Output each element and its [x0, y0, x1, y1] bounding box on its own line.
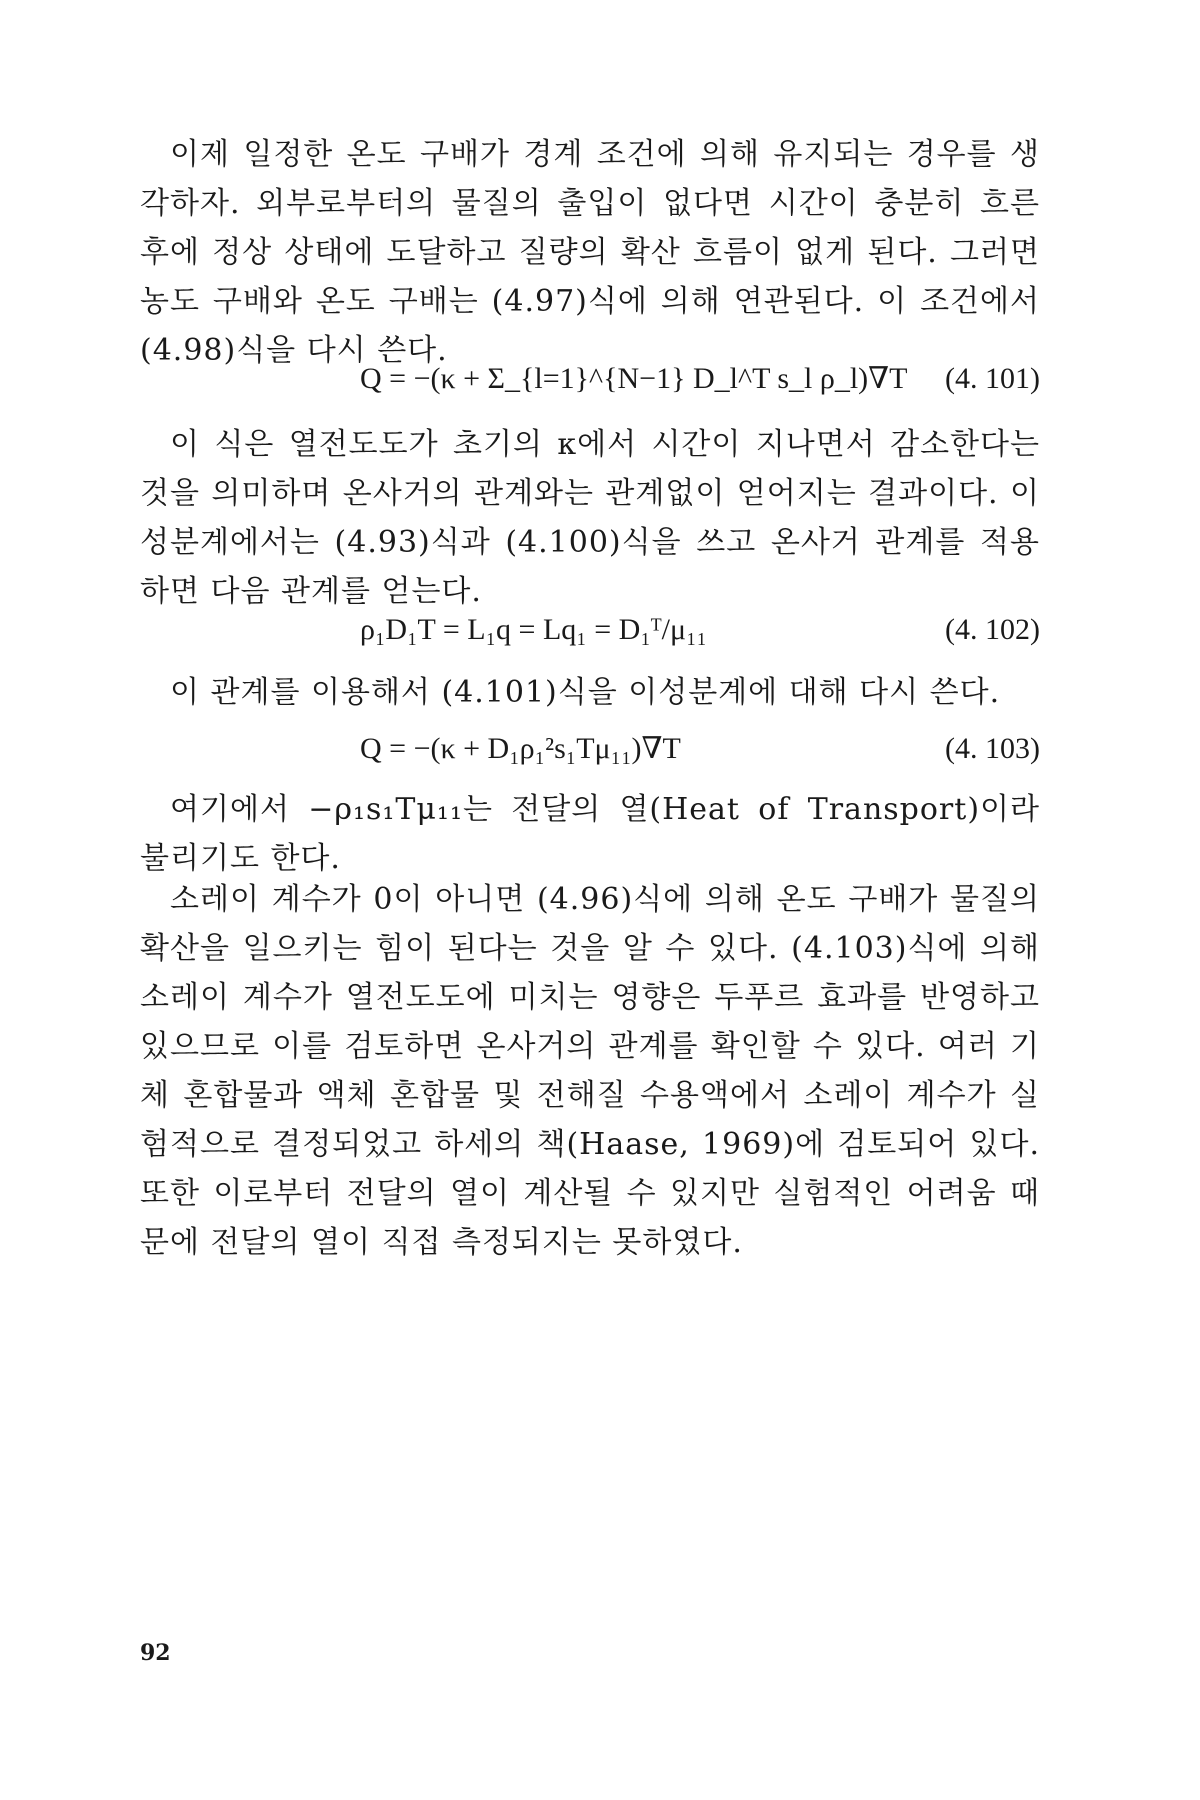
paragraph-heat-of-transport: 여기에서 −ρ₁s₁Tμ₁₁는 전달의 열(Heat of Transport)이라 불리기도 한다. — [140, 792, 1040, 876]
page-number: 92 — [140, 1640, 171, 1666]
equation-4-103 — [140, 724, 1040, 774]
paragraph-thermal-conductivity: 이 식은 열전도도가 초기의 κ에서 시간이 지나면서 감소한다는 것을 의미하며 온사거의 관계와는 관계없이 얻어지는 결과이다. 이성분계에서는 (4.93)식과 (4.100)식을 쓰고 온사거 관계를 적용하면 다음 관계를 얻는다. — [140, 427, 1040, 609]
equation-4-101-number: (4. 101) — [945, 362, 1040, 395]
paragraph-steady-state: 이제 일정한 온도 구배가 경계 조건에 의해 유지되는 경우를 생각하자. 외부로부터의 물질의 출입이 없다면 시간이 충분히 흐른 후에 정상 상태에 도달하고 질량의 확산 흐름이 없게 된다. 그러면 농도 구배와 온도 구배는 (4.97)식에 의해 연관된다. 이 조건에서 (4.98)식을 다시 쓴다. — [140, 137, 1040, 368]
paragraph-binary-system: 이 관계를 이용해서 (4.101)식을 이성분계에 대해 다시 쓴다. — [170, 675, 1001, 710]
paragraph-soret-coefficient: 소레이 계수가 0이 아니면 (4.96)식에 의해 온도 구배가 물질의 확산을 일으키는 힘이 된다는 것을 알 수 있다. (4.103)식에 의해 소레이 계수가 열전도도에 미치는 영향은 두푸르 효과를 반영하고 있으므로 이를 검토하면 온사거의 관계를 확인할 수 있다. 여러 기체 혼합물과 액체 혼합물 및 전해질 수용액에서 소레이 계수가 실험적으로 결정되었고 하세의 책(Haase, 1969)에 검토되어 있다. 또한 이로부터 전달의 열이 계산될 수 있지만 실험적인 어려움 때문에 전달의 열이 직접 측정되지는 못하였다. — [140, 882, 1040, 1260]
equation-4-102-number: (4. 102) — [945, 613, 1040, 646]
equation-4-101 — [140, 354, 1040, 404]
equation-4-103-number: (4. 103) — [945, 732, 1040, 765]
equation-4-103-formula: Q = −(κ + D₁ρ₁²s₁Tμ₁₁)∇T — [360, 732, 681, 765]
equation-4-102 — [140, 605, 1040, 655]
equation-4-102-formula: ρ₁D₁T = L₁q = Lq₁ = D₁ᵀ/μ₁₁ — [360, 613, 707, 646]
equation-4-101-formula: Q = −(κ + Σ_{l=1}^{N−1} D_l^T s_l ρ_l)∇T — [360, 362, 908, 395]
